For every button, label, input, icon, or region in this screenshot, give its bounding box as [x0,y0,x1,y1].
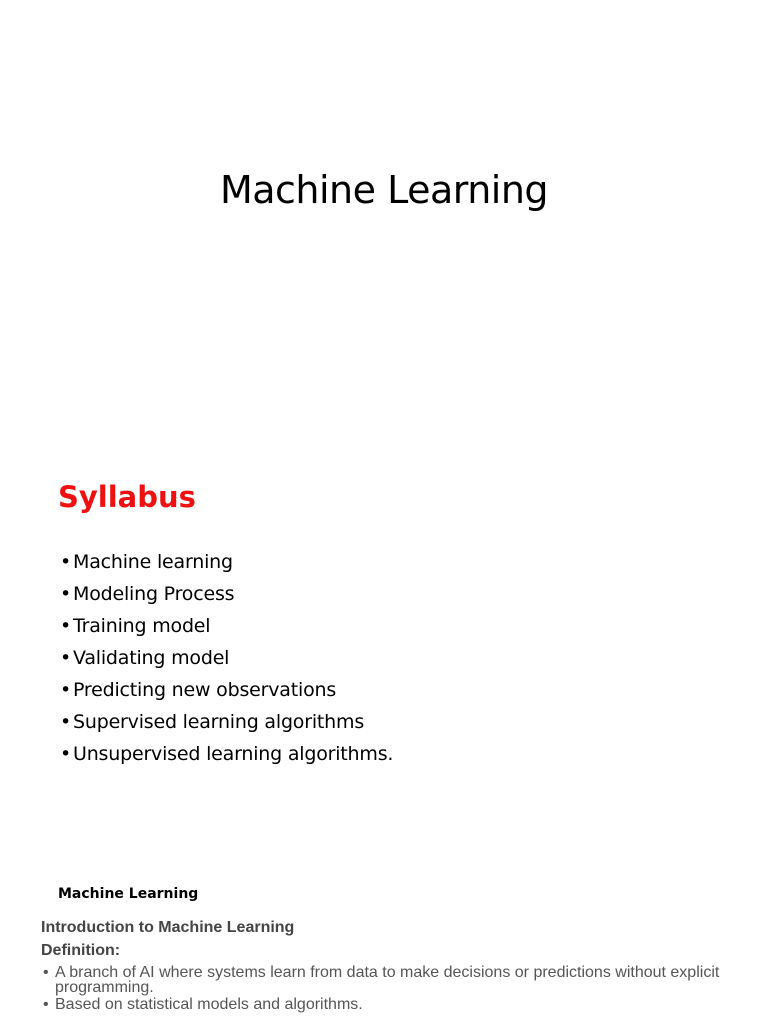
bullet-icon: • [43,996,49,1013]
bullet-icon: • [60,679,72,701]
syllabus-item [60,549,393,581]
syllabus-heading: Syllabus [58,480,196,514]
slide-header: Machine Learning [58,886,199,902]
syllabus-item-label: Supervised learning algorithms [73,711,365,733]
introduction-slide [0,864,768,1024]
syllabus-item-label: Validating model [73,647,230,669]
bullet-icon: • [60,743,72,765]
syllabus-item-label: Training model [73,615,211,637]
syllabus-item-label: Predicting new observations [73,679,337,701]
bullet-icon: • [60,615,72,637]
syllabus-item-label: Unsupervised learning algorithms. [73,743,394,765]
definition-point [43,997,743,1012]
bullet-icon: • [43,964,49,981]
definition-point-text: Based on statistical models and algorithms. [55,996,363,1013]
bullet-icon: • [60,583,72,605]
syllabus-item [60,741,393,773]
definition-list [43,965,743,1014]
syllabus-slide [0,432,768,864]
title-slide [0,0,768,432]
syllabus-item [60,677,393,709]
definition-point [43,965,743,995]
syllabus-item [60,645,393,677]
bullet-icon: • [60,551,72,573]
syllabus-item-label: Modeling Process [73,583,235,605]
syllabus-item [60,581,393,613]
slide-title: Machine Learning [219,168,549,212]
definition-point-text: A branch of AI where systems learn from data to make decisions or predictions without explicit programming. [55,964,720,996]
syllabus-list [60,549,393,773]
definition-label: Definition: [41,942,121,959]
syllabus-item-label: Machine learning [73,551,233,573]
syllabus-item [60,613,393,645]
syllabus-item [60,709,393,741]
bullet-icon: • [60,647,72,669]
bullet-icon: • [60,711,72,733]
section-heading: Introduction to Machine Learning [41,919,295,936]
